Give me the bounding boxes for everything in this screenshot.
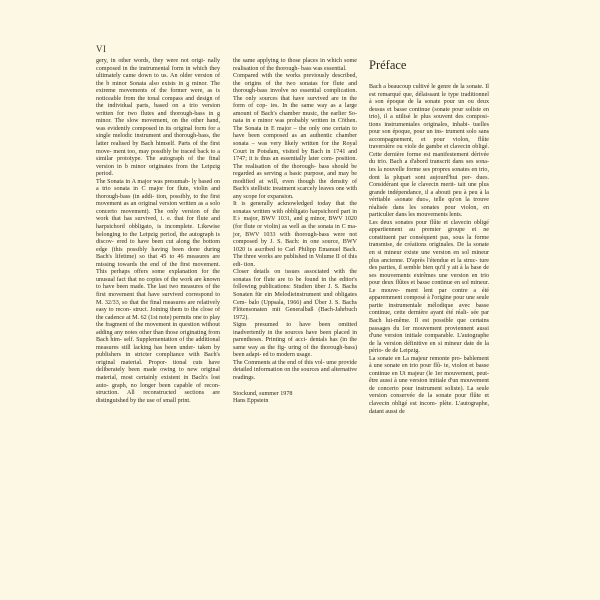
paragraph: The Comments at the end of this vol- ume provide detailed information on the sources and alternative readings. bbox=[233, 359, 357, 381]
paragraph: Signs presumed to have been omitted inadvertently in the sources have been placed in parentheses. Printing of acci- dentals has (in the same way as the fig- uring of the thorough-bass) been adapt- ed to modern usage. bbox=[233, 322, 357, 359]
column-english-right bbox=[233, 58, 357, 406]
paragraph: The Sonata in A major was presumab- ly based on a trio sonata in C major for flute, violin and thorough-bass (in addi- tion, possibly, to the first movement as an original version written as a solo concerto movement). The only version of the work that has survived, i. e. that for flute and harpsichord obbligato, is incomplete. Likewise belonging to the Leipzig period, the autograph is discov- ered to have been cut along the bottom edge (this possibly having been done during Bach's lifetime) so that 45 to 46 measures are missing towards the end of the first movement. This perhaps offers some explanation for the unusual fact that no copies of the work are known to have been made. The last two measures of the first movement that have survived correspond to M. 32/33, so that the final measures are relatively easy to recon- struct. Joining them to the close of the cadence at M. 62 (1st note) permits one to play the fragment of the movement in question without adding any notes other than those originating from Bach him- self. Supplementation of the additional measures still lacking has been under- taken by publishers in stricter compliance with Bach's original material. Propor- tional cuts have deliberately been made owing to new original material, most certainly existent in Bach's lost auto- graph, no longer been capable of recon- struction. All reconstructed sections are distinguished by the use of small print. bbox=[96, 178, 220, 404]
signature-block bbox=[233, 391, 357, 406]
paragraph: Closer details on issues associated with the sonatas for flute are to be found in the editor's following publications: Studien über J. S. Bachs Sonaten für ein Melodieinstrument und obligates Cem- balo (Uppsala, 1966) and Über J. S. Bachs Flötensonaten mit Generalbaß (Bach-Jahrbuch 1972). bbox=[233, 269, 357, 321]
paragraph: Compared with the works previously described, the origins of the two sonatas for flute and thorough-bass involve no essential complication. The only sources that have survived are in the form of cop- ies. In the same way as a large amount of Bach's chamber music, the earlier So- nata in e minor was probably written in Cöthen. The Sonata in E major – the only one certain to have been composed as an authentic chamber sonata – was very likely written for the Royal Court in Potsdam, visited by Bach in 1741 and 1747; it is thus an essentially later com- position. The realisation of the thorough- bass should be regarded as serving a basic purpose, and may be modified at will, even though the density of Bach's stellistic treatment scarcely leaves one with any scope for expansion. bbox=[233, 73, 357, 200]
signature-name: Hans Eppstein bbox=[233, 398, 269, 405]
paragraph: Les deux sonates pour flûte et clavecin obligé appartiennent au premier groupe et ne constituent par conséquent pas, sous la forme transmise, de créations originales. De la sonate en si mineur existe une version en sol mineur plus ancienne. D'après l'étendue et la struc- ture des parties, il semble bien qu'il y ait à la base de ses mouvements extrêmes une version en trio pour deux flûtes et basse continue en sol mineur. Le mouve- ment lent par contre a été apparemment composé à l'origine pour une seule partie instrumentale mélodique avec basse continue, cette dernière ayant été réali- sée par Bach lui-même. Il est possible que certains passages du 1er mouvement proviennent aussi d'une version initiale comparable. L'autographe de la version définitive en si mineur date de la pério- de de Leipzig. bbox=[369, 219, 489, 355]
paragraph: La sonate en La majeur remonte pro- bablement à une sonate en trio pour flû- te, violon et basse continue en Ut majeur (le 1er mouvement, peut-être aussi à une version initiale d'un mouvement de concerto pour instrument soliste). La seule version conservée de la sonate pour flûte et clavecin obligé est incom- plète. L'autographe, datant aussi de bbox=[369, 355, 489, 415]
column-english-left bbox=[96, 58, 220, 405]
preface-heading: Préface bbox=[369, 58, 407, 72]
signature-place-date: Stockund, summer 1978 bbox=[233, 390, 293, 397]
column-french bbox=[369, 58, 489, 416]
paragraph: the same applying to those places in which some realisation of the thorough- bass was essential. bbox=[233, 58, 357, 72]
paragraph: Bach a beaucoup cultivé le genre de la sonate. Il est remarqué que, délaissant le type traditionnel à son époque de la sonate pour un ou deux dessus et basse continue (sonate pour soliste en trio), il a utilisé le plus souvent des composi- tions instrumentales originales, inhabi- tuelles pour son époque, pour un ins- trument solo sans accompagnement, et pour violon, flûte traversière ou viole de gambe et clavecin obligé. Cette dernière forme est manifestement dérivée du trio. Bach a d'abord transcrit dans ses sona- tes la nouvelle forme ses propres sonates en trio, dont la plupart sont aujourd'hui per- dues. Considérant que le clavecin merit- tait une plus grande indépendance, il a abouti peu à peu à la véritable «sonate duo», telle qu'on la trouve réalisée dans les sonates pour violon, en particulier dans les mouvements lents. bbox=[369, 84, 489, 219]
paragraph: gery, in other words, they were not origi- nally composed in the instrumental form in which they ultimately came down to us. An older version of the b minor Sonata also exists in g minor. The extreme movements of the former were, as is noticeable from the tonal compass and design of the individual parts, based on a trio version written for two flutes and thorough-bass in g minor. The slow movement, on the other hand, was evidently composed in its original form for a single melodic instrument and thorough-bass, the latter realised by Bach himself. Parts of the first move- ment too, may possibly be traced back to a similar prototype. The autograph of the final version in b minor originates from the Leipzig period. bbox=[96, 58, 220, 178]
paragraph: It is generally acknowledged today that the sonatas written with obbligato harpsichord part in E♭ major, BWV 1031, and g minor, BWV 1020 (for flute or violin) as well as the sonata in C ma- jor, BWV 1033 with thorough-bass were not composed by J. S. Bach: in one source, BWV 1020 is ascribed to Carl Philipp Emanuel Bach. The three works are published in Volume II of this edi- tion. bbox=[233, 201, 357, 268]
page-number: VI bbox=[96, 44, 107, 54]
